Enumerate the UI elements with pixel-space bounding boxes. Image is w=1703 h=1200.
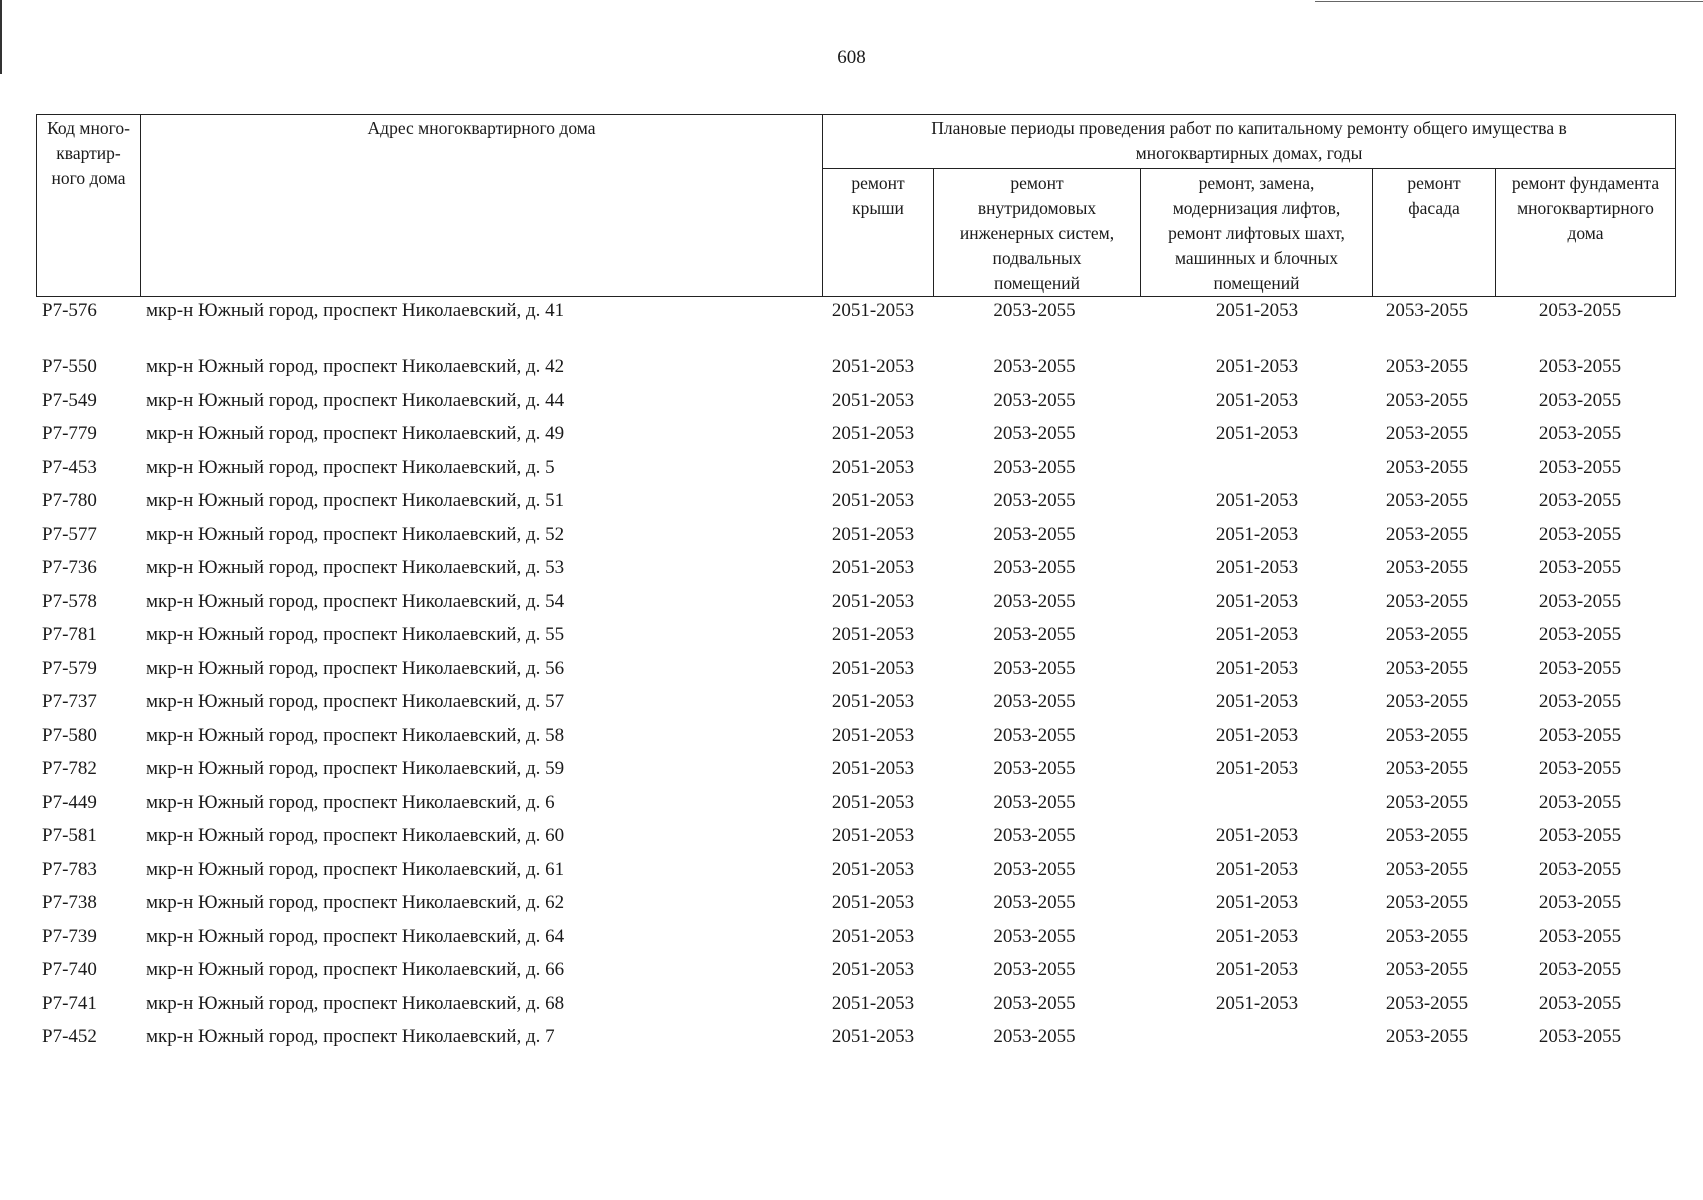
house-code: Р7-576 bbox=[42, 300, 97, 321]
house-address: мкр-н Южный город, проспект Николаевский, д. 59 bbox=[146, 758, 565, 779]
header-foundation: ремонт фундамента многоквартирного дома bbox=[1511, 173, 1660, 243]
foundation-period: 2053-2055 bbox=[1538, 423, 1622, 444]
lifts-period: 2051-2053 bbox=[1215, 523, 1299, 545]
engineering-period: 2053-2055 bbox=[993, 892, 1076, 913]
house-code: Р7-452 bbox=[42, 1026, 97, 1047]
facade-period: 2053-2055 bbox=[1385, 356, 1469, 377]
engineering-period: 2053-2055 bbox=[993, 356, 1076, 377]
house-code: Р7-782 bbox=[42, 758, 97, 779]
table-row bbox=[36, 754, 1676, 784]
house-address: мкр-н Южный город, проспект Николаевский, д. 7 bbox=[146, 1026, 555, 1047]
lifts-period: 2051-2053 bbox=[1215, 959, 1299, 980]
house-code: Р7-581 bbox=[42, 825, 97, 846]
house-code: Р7-779 bbox=[42, 423, 97, 444]
lifts-period: 2051-2053 bbox=[1215, 356, 1299, 377]
foundation-period: 2053-2055 bbox=[1538, 590, 1622, 612]
header-engineering: ремонт внутридомовых инженерных систем, подвальных помещений bbox=[959, 173, 1115, 293]
engineering-period: 2053-2055 bbox=[993, 423, 1076, 444]
facade-period: 2053-2055 bbox=[1385, 624, 1469, 645]
roof-period: 2051-2053 bbox=[831, 858, 915, 880]
house-code: Р7-741 bbox=[42, 992, 97, 1014]
header-code: Код много- квартир- ного дома bbox=[47, 118, 130, 188]
house-address: мкр-н Южный город, проспект Николаевский, д. 61 bbox=[146, 858, 565, 880]
house-code: Р7-550 bbox=[42, 356, 97, 377]
table-row bbox=[36, 296, 1676, 326]
facade-period: 2053-2055 bbox=[1385, 959, 1469, 980]
engineering-period: 2053-2055 bbox=[993, 925, 1076, 947]
roof-period: 2051-2053 bbox=[831, 925, 915, 947]
roof-period: 2051-2053 bbox=[831, 959, 915, 980]
facade-period: 2053-2055 bbox=[1385, 758, 1469, 779]
engineering-period: 2053-2055 bbox=[993, 791, 1076, 813]
engineering-period: 2053-2055 bbox=[993, 657, 1076, 679]
header-divider-code bbox=[140, 114, 141, 297]
roof-period: 2051-2053 bbox=[831, 1026, 915, 1047]
house-address: мкр-н Южный город, проспект Николаевский, д. 60 bbox=[146, 825, 565, 846]
engineering-period: 2053-2055 bbox=[993, 456, 1076, 478]
lifts-period: 2051-2053 bbox=[1215, 758, 1299, 779]
roof-period: 2051-2053 bbox=[831, 590, 915, 612]
roof-period: 2051-2053 bbox=[831, 356, 915, 377]
roof-period: 2051-2053 bbox=[831, 825, 915, 846]
table-header bbox=[36, 114, 1676, 297]
table-row bbox=[36, 788, 1676, 818]
facade-period: 2053-2055 bbox=[1385, 389, 1469, 411]
table-row bbox=[36, 821, 1676, 851]
roof-period: 2051-2053 bbox=[831, 389, 915, 411]
house-address: мкр-н Южный город, проспект Николаевский, д. 52 bbox=[146, 523, 565, 545]
house-address: мкр-н Южный город, проспект Николаевский, д. 6 bbox=[146, 791, 555, 813]
table-row bbox=[36, 1022, 1676, 1052]
facade-period: 2053-2055 bbox=[1385, 691, 1469, 712]
table-row bbox=[36, 687, 1676, 717]
roof-period: 2051-2053 bbox=[831, 423, 915, 444]
house-address: мкр-н Южный город, проспект Николаевский, д. 51 bbox=[146, 490, 565, 511]
roof-period: 2051-2053 bbox=[831, 724, 915, 746]
foundation-period: 2053-2055 bbox=[1538, 557, 1622, 578]
lifts-period: 2051-2053 bbox=[1215, 490, 1299, 511]
house-code: Р7-549 bbox=[42, 389, 97, 411]
house-code: Р7-449 bbox=[42, 791, 97, 813]
lifts-period: 2051-2053 bbox=[1215, 825, 1299, 846]
engineering-period: 2053-2055 bbox=[993, 992, 1076, 1014]
foundation-period: 2053-2055 bbox=[1538, 791, 1622, 813]
header-group-divider bbox=[822, 168, 1676, 169]
lifts-period: 2051-2053 bbox=[1215, 992, 1299, 1014]
facade-period: 2053-2055 bbox=[1385, 300, 1469, 321]
lifts-period: 2051-2053 bbox=[1215, 691, 1299, 712]
table-row bbox=[36, 721, 1676, 751]
facade-period: 2053-2055 bbox=[1385, 925, 1469, 947]
house-address: мкр-н Южный город, проспект Николаевский, д. 58 bbox=[146, 724, 565, 746]
house-code: Р7-738 bbox=[42, 892, 97, 913]
header-lifts: ремонт, замена, модернизация лифтов, ремонт лифтовых шахт, машинных и блочных помещений bbox=[1168, 173, 1345, 293]
roof-period: 2051-2053 bbox=[831, 791, 915, 813]
roof-period: 2051-2053 bbox=[831, 557, 915, 578]
house-code: Р7-580 bbox=[42, 724, 97, 746]
house-code: Р7-736 bbox=[42, 557, 97, 578]
facade-period: 2053-2055 bbox=[1385, 657, 1469, 679]
foundation-period: 2053-2055 bbox=[1538, 389, 1622, 411]
facade-period: 2053-2055 bbox=[1385, 490, 1469, 511]
roof-period: 2051-2053 bbox=[831, 523, 915, 545]
roof-period: 2051-2053 bbox=[831, 758, 915, 779]
facade-period: 2053-2055 bbox=[1385, 557, 1469, 578]
engineering-period: 2053-2055 bbox=[993, 691, 1076, 712]
engineering-period: 2053-2055 bbox=[993, 1026, 1076, 1047]
house-address: мкр-н Южный город, проспект Николаевский, д. 68 bbox=[146, 992, 565, 1014]
house-address: мкр-н Южный город, проспект Николаевский, д. 44 bbox=[146, 389, 565, 411]
header-right-border bbox=[1675, 114, 1676, 297]
lifts-period: 2051-2053 bbox=[1215, 557, 1299, 578]
facade-period: 2053-2055 bbox=[1385, 791, 1469, 813]
header-address: Адрес многоквартирного дома bbox=[367, 118, 596, 138]
foundation-period: 2053-2055 bbox=[1538, 1026, 1622, 1047]
house-code: Р7-783 bbox=[42, 858, 97, 880]
house-address: мкр-н Южный город, проспект Николаевский, д. 53 bbox=[146, 557, 565, 578]
foundation-period: 2053-2055 bbox=[1538, 356, 1622, 377]
foundation-period: 2053-2055 bbox=[1538, 657, 1622, 679]
engineering-period: 2053-2055 bbox=[993, 624, 1076, 645]
engineering-period: 2053-2055 bbox=[993, 724, 1076, 746]
facade-period: 2053-2055 bbox=[1385, 523, 1469, 545]
engineering-period: 2053-2055 bbox=[993, 858, 1076, 880]
facade-period: 2053-2055 bbox=[1385, 590, 1469, 612]
lifts-period: 2051-2053 bbox=[1215, 724, 1299, 746]
table-row bbox=[36, 922, 1676, 952]
engineering-period: 2053-2055 bbox=[993, 523, 1076, 545]
house-code: Р7-781 bbox=[42, 624, 97, 645]
engineering-period: 2053-2055 bbox=[993, 389, 1076, 411]
foundation-period: 2053-2055 bbox=[1538, 300, 1622, 321]
lifts-period: 2051-2053 bbox=[1215, 300, 1299, 321]
facade-period: 2053-2055 bbox=[1385, 724, 1469, 746]
table-row bbox=[36, 486, 1676, 516]
roof-period: 2051-2053 bbox=[831, 490, 915, 511]
house-code: Р7-453 bbox=[42, 456, 97, 478]
foundation-period: 2053-2055 bbox=[1538, 858, 1622, 880]
table-row bbox=[36, 352, 1676, 382]
house-address: мкр-н Южный город, проспект Николаевский, д. 56 bbox=[146, 657, 565, 679]
facade-period: 2053-2055 bbox=[1385, 456, 1469, 478]
foundation-period: 2053-2055 bbox=[1538, 691, 1622, 712]
table-row bbox=[36, 386, 1676, 416]
foundation-period: 2053-2055 bbox=[1538, 758, 1622, 779]
house-code: Р7-780 bbox=[42, 490, 97, 511]
table-row bbox=[36, 620, 1676, 650]
facade-period: 2053-2055 bbox=[1385, 892, 1469, 913]
house-code: Р7-578 bbox=[42, 590, 97, 612]
header-top-border bbox=[36, 114, 1676, 115]
house-address: мкр-н Южный город, проспект Николаевский, д. 49 bbox=[146, 423, 565, 444]
foundation-period: 2053-2055 bbox=[1538, 624, 1622, 645]
house-code: Р7-739 bbox=[42, 925, 97, 947]
table-row bbox=[36, 453, 1676, 483]
house-address: мкр-н Южный город, проспект Николаевский, д. 42 bbox=[146, 356, 565, 377]
engineering-period: 2053-2055 bbox=[993, 490, 1076, 511]
foundation-period: 2053-2055 bbox=[1538, 992, 1622, 1014]
foundation-period: 2053-2055 bbox=[1538, 825, 1622, 846]
roof-period: 2051-2053 bbox=[831, 456, 915, 478]
table-row bbox=[36, 419, 1676, 449]
table-row bbox=[36, 989, 1676, 1019]
foundation-period: 2053-2055 bbox=[1538, 925, 1622, 947]
header-roof: ремонт крыши bbox=[851, 173, 905, 218]
house-address: мкр-н Южный город, проспект Николаевский, д. 62 bbox=[146, 892, 565, 913]
table-row bbox=[36, 955, 1676, 985]
table-row bbox=[36, 855, 1676, 885]
foundation-period: 2053-2055 bbox=[1538, 523, 1622, 545]
house-code: Р7-577 bbox=[42, 523, 97, 545]
lifts-period: 2051-2053 bbox=[1215, 423, 1299, 444]
house-code: Р7-737 bbox=[42, 691, 97, 712]
engineering-period: 2053-2055 bbox=[993, 825, 1076, 846]
house-address: мкр-н Южный город, проспект Николаевский, д. 66 bbox=[146, 959, 565, 980]
foundation-period: 2053-2055 bbox=[1538, 724, 1622, 746]
page-number: 608 bbox=[837, 47, 866, 68]
foundation-period: 2053-2055 bbox=[1538, 490, 1622, 511]
house-address: мкр-н Южный город, проспект Николаевский, д. 5 bbox=[146, 456, 555, 478]
house-address: мкр-н Южный город, проспект Николаевский, д. 57 bbox=[146, 691, 565, 712]
roof-period: 2051-2053 bbox=[831, 657, 915, 679]
engineering-period: 2053-2055 bbox=[993, 590, 1076, 612]
lifts-period: 2051-2053 bbox=[1215, 892, 1299, 913]
table-row bbox=[36, 587, 1676, 617]
house-address: мкр-н Южный город, проспект Николаевский, д. 55 bbox=[146, 624, 565, 645]
table-row bbox=[36, 888, 1676, 918]
table-row bbox=[36, 553, 1676, 583]
facade-period: 2053-2055 bbox=[1385, 1026, 1469, 1047]
facade-period: 2053-2055 bbox=[1385, 992, 1469, 1014]
header-periods-group: Плановые периоды проведения работ по капитальному ремонту общего имущества в многоквартирных домах, годы bbox=[931, 118, 1567, 163]
house-address: мкр-н Южный город, проспект Николаевский, д. 41 bbox=[146, 300, 565, 321]
table-row bbox=[36, 654, 1676, 684]
facade-period: 2053-2055 bbox=[1385, 423, 1469, 444]
roof-period: 2051-2053 bbox=[831, 992, 915, 1014]
roof-period: 2051-2053 bbox=[831, 892, 915, 913]
roof-period: 2051-2053 bbox=[831, 691, 915, 712]
house-address: мкр-н Южный город, проспект Николаевский, д. 54 bbox=[146, 590, 565, 612]
engineering-period: 2053-2055 bbox=[993, 758, 1076, 779]
facade-period: 2053-2055 bbox=[1385, 858, 1469, 880]
scan-top-line bbox=[1315, 1, 1703, 2]
foundation-period: 2053-2055 bbox=[1538, 456, 1622, 478]
foundation-period: 2053-2055 bbox=[1538, 892, 1622, 913]
facade-period: 2053-2055 bbox=[1385, 825, 1469, 846]
house-address: мкр-н Южный город, проспект Николаевский, д. 64 bbox=[146, 925, 565, 947]
roof-period: 2051-2053 bbox=[831, 300, 915, 321]
lifts-period: 2051-2053 bbox=[1215, 858, 1299, 880]
engineering-period: 2053-2055 bbox=[993, 300, 1076, 321]
house-code: Р7-579 bbox=[42, 657, 97, 679]
foundation-period: 2053-2055 bbox=[1538, 959, 1622, 980]
engineering-period: 2053-2055 bbox=[993, 557, 1076, 578]
lifts-period: 2051-2053 bbox=[1215, 590, 1299, 612]
lifts-period: 2051-2053 bbox=[1215, 389, 1299, 411]
lifts-period: 2051-2053 bbox=[1215, 925, 1299, 947]
roof-period: 2051-2053 bbox=[831, 624, 915, 645]
house-code: Р7-740 bbox=[42, 959, 97, 980]
lifts-period: 2051-2053 bbox=[1215, 657, 1299, 679]
engineering-period: 2053-2055 bbox=[993, 959, 1076, 980]
table-row bbox=[36, 520, 1676, 550]
lifts-period: 2051-2053 bbox=[1215, 624, 1299, 645]
header-facade: ремонт фасада bbox=[1407, 173, 1461, 218]
